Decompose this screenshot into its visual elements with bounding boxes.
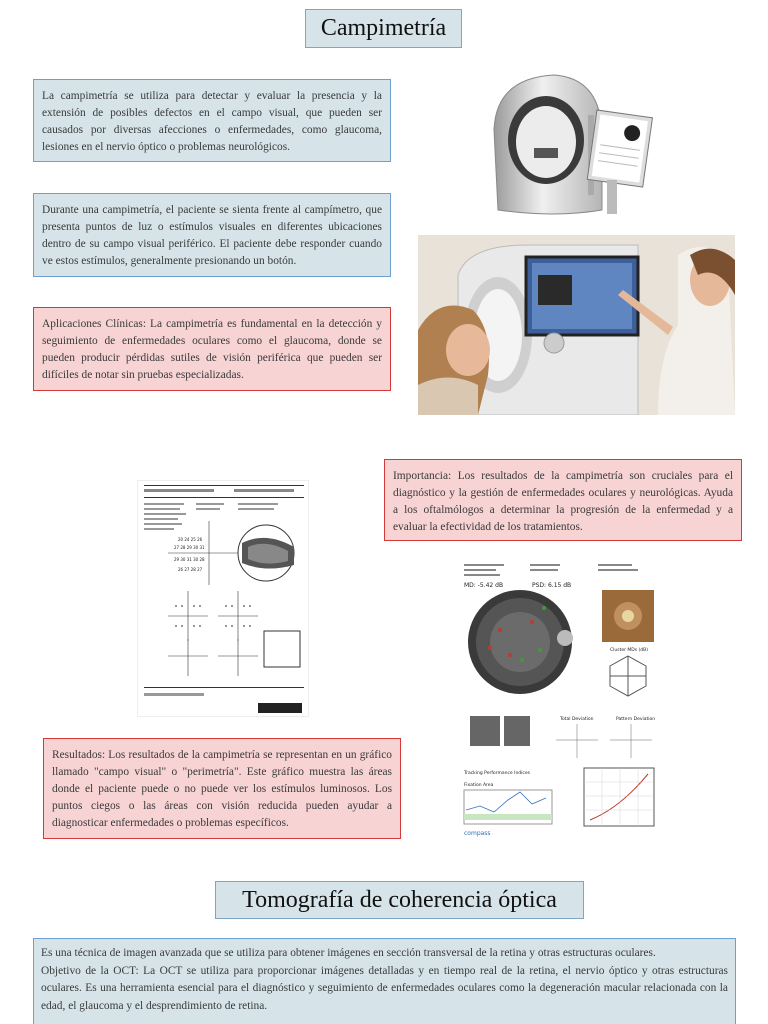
clinical-applications-box (33, 307, 391, 391)
clinical-applications-text: Aplicaciones Clínicas: La campimetría es fundamental en la detección y seguimiento de enfermedades oculares como el glaucoma, donde se pueden producir pérdidas sutiles de visión periférica que pueden ser difíciles de notar sin pruebas especializadas. (42, 318, 382, 381)
results-box (43, 738, 401, 839)
oct-definition-text: Es una técnica de imagen avanzada que se utiliza para obtener imágenes en sección transversal de la retina y otras estructuras oculares. (41, 947, 656, 959)
results-text: Resultados: Los resultados de la campimetría se representan en un gráfico llamado "campo visual" o "perimetría". Este gráfico muestra las áreas donde el paciente puede o no puede ver los estímulos luminosos. Los puntos ciegos o las áreas con visión reducida pueden ayudar a diagnosticar enfermedades o problemas específicos. (52, 749, 392, 829)
svg-text:29 30 31 30 28: 29 30 31 30 28 (174, 557, 205, 562)
clinic-photo (418, 235, 735, 415)
compass-report-illustration (460, 560, 658, 838)
page-title (305, 9, 462, 48)
total-deviation-label: Total Deviation (560, 717, 594, 722)
compass-report (460, 560, 658, 838)
procedure-paragraph (33, 193, 391, 277)
psd-value: PSD: 6.15 dB (532, 582, 572, 589)
md-value: MD: -5.42 dB (464, 582, 504, 589)
tracking-label: Tracking Performance Indices (464, 771, 530, 776)
compass-logo: compass (464, 830, 491, 837)
procedure-text: Durante una campimetría, el paciente se sienta frente al campímetro, que presenta puntos de luz o estímulos visuales en diferentes ubicaciones dentro de su campo visual periférico. El paciente debe responder cuando ve estos estímulos, generalmente presionando un botón. (42, 204, 382, 267)
page-title-text: Campimetría (320, 15, 447, 41)
oct-paragraph (33, 938, 736, 1024)
visual-field-printout-illustration (138, 481, 310, 718)
oct-objective-text: Objetivo de la OCT: La OCT se utiliza para proporcionar imágenes detalladas y en tiempo real de la retina, el nervio óptico y otras estructuras oculares. Es una herramienta esencial para el diagnóstico y seguimiento de enfermedades oculares como la degeneración macular relacionada con la edad, el glaucoma y el desprendimiento de retina. (41, 964, 728, 1012)
fixation-label: Fixation Area (464, 783, 494, 788)
intro-text: La campimetría se utiliza para detectar y evaluar la presencia y la extensión de posibles defectos en el campo visual, que pueden ser causados por diversas afecciones o enfermedades, como glaucoma, lesiones en el nervio óptico o problemas neurológicos. (42, 90, 382, 153)
svg-text:27 28 29 30 31: 27 28 29 30 31 (174, 545, 205, 550)
svg-text:26 27 28 27: 26 27 28 27 (178, 567, 203, 572)
importance-text: Importancia: Los resultados de la campimetría son cruciales para el diagnóstico y la gestión de enfermedades oculares y neurológicas. Ayuda a los oftalmólogos a determinar la progresión de la enfermedad y a evaluar la efectividad de los tratamientos. (393, 470, 733, 533)
clinic-photo-illustration (418, 235, 735, 415)
svg-text:20 24 25 26: 20 24 25 26 (178, 537, 203, 542)
importance-box (384, 459, 742, 541)
cluster-label: Cluster MDs (dB) (610, 648, 648, 653)
pattern-deviation-label: Pattern Deviation (616, 717, 656, 722)
visual-field-printout (137, 480, 309, 717)
perimeter-device-image (484, 70, 659, 220)
oct-section-title-text: Tomografía de coherencia óptica (242, 887, 557, 913)
perimeter-device-illustration (484, 70, 659, 220)
oct-section-title (215, 881, 584, 919)
intro-paragraph (33, 79, 391, 162)
